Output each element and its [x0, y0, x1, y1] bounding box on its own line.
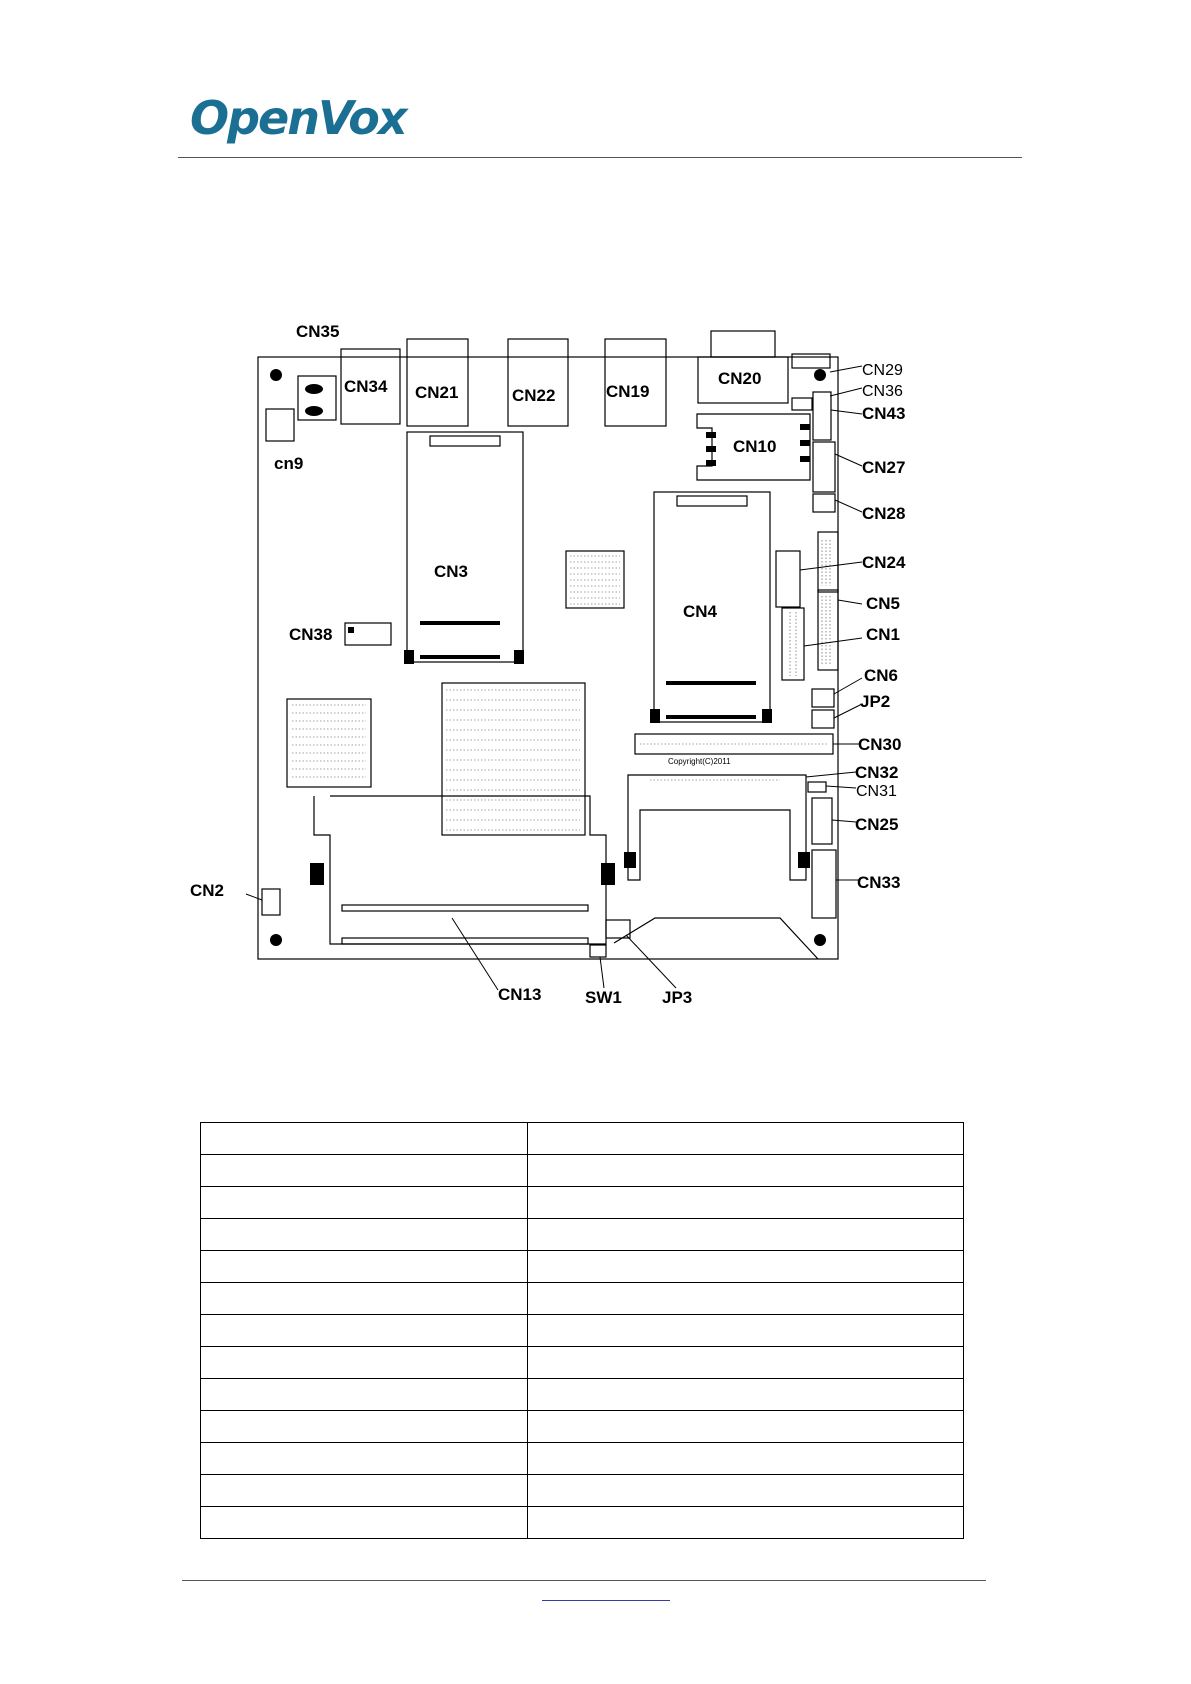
- label-cn1: CN1: [866, 625, 901, 644]
- jp2-jumper: [812, 710, 834, 728]
- cn2-connector: [262, 889, 280, 915]
- table-cell: [528, 1155, 964, 1187]
- board-cutout: [614, 918, 818, 959]
- table-cell: [201, 1507, 528, 1539]
- table-row: [201, 1283, 964, 1315]
- label-cn35: CN35: [296, 322, 340, 341]
- cn22-connector: [508, 339, 568, 426]
- table-cell: [201, 1187, 528, 1219]
- cn25-connector: [812, 798, 832, 844]
- label-cn29: CN29: [862, 362, 903, 379]
- table-cell: [201, 1379, 528, 1411]
- table-row: [201, 1251, 964, 1283]
- cn38-connector: [345, 623, 391, 645]
- label-cn27: CN27: [862, 458, 906, 477]
- table-cell: [528, 1283, 964, 1315]
- table-cell: [201, 1155, 528, 1187]
- table-cell: [528, 1187, 964, 1219]
- table-cell: [528, 1315, 964, 1347]
- table-row: [201, 1411, 964, 1443]
- chip-left: [287, 699, 371, 787]
- table-cell: [528, 1411, 964, 1443]
- table-row: [201, 1379, 964, 1411]
- table-row: [201, 1123, 964, 1155]
- footer-divider: [182, 1580, 986, 1581]
- table-cell: [528, 1219, 964, 1251]
- table-cell: [201, 1475, 528, 1507]
- cn6-connector: [812, 689, 834, 707]
- label-cn4: CN4: [683, 602, 718, 621]
- table-cell: [201, 1315, 528, 1347]
- table-cell: [201, 1123, 528, 1155]
- label-cn3: CN3: [434, 562, 469, 581]
- small-chip: [566, 551, 624, 608]
- label-cn21: CN21: [415, 383, 459, 402]
- table-cell: [528, 1507, 964, 1539]
- label-cn25: CN25: [855, 815, 899, 834]
- cn3-slot: [407, 432, 523, 662]
- label-cn10: CN10: [733, 437, 777, 456]
- table-cell: [201, 1251, 528, 1283]
- label-cn30: CN30: [858, 735, 902, 754]
- label-cn19: CN19: [606, 382, 650, 401]
- table-cell: [201, 1219, 528, 1251]
- cn20-top: [711, 331, 775, 357]
- sw1-switch: [590, 945, 606, 957]
- cn28-connector: [813, 494, 835, 512]
- label-cn9: cn9: [274, 454, 304, 473]
- cn33-connector: [812, 850, 836, 918]
- label-cn24: CN24: [862, 553, 906, 572]
- table-row: [201, 1187, 964, 1219]
- label-cn13: CN13: [498, 985, 542, 1004]
- table-row: [201, 1475, 964, 1507]
- table-cell: [528, 1347, 964, 1379]
- table-cell: [201, 1411, 528, 1443]
- table-cell: [528, 1123, 964, 1155]
- label-cn31: CN31: [856, 783, 897, 800]
- label-cn32: CN32: [855, 763, 899, 782]
- table-cell: [528, 1379, 964, 1411]
- table-cell: [528, 1443, 964, 1475]
- label-cn34: CN34: [344, 377, 388, 396]
- cn32-slot: [628, 775, 806, 880]
- cn24-connector: [818, 532, 838, 592]
- label-cn20: CN20: [718, 369, 762, 388]
- label-jp2: JP2: [860, 692, 891, 711]
- label-cn5: CN5: [866, 594, 901, 613]
- table-row: [201, 1219, 964, 1251]
- table-row: [201, 1443, 964, 1475]
- cn31-connector: [808, 782, 826, 792]
- cn43-connector: [813, 392, 831, 440]
- label-jp3: JP3: [662, 988, 693, 1007]
- label-sw1: SW1: [585, 988, 622, 1007]
- table-cell: [201, 1347, 528, 1379]
- table-cell: [201, 1283, 528, 1315]
- label-cn38: CN38: [289, 625, 333, 644]
- table-row: [201, 1347, 964, 1379]
- table-row: [201, 1507, 964, 1539]
- table-cell: [528, 1475, 964, 1507]
- cn1-connector: [782, 608, 804, 680]
- label-cn2: CN2: [190, 881, 225, 900]
- spec-table: [200, 1122, 964, 1539]
- label-cn36: CN36: [862, 383, 903, 400]
- label-cn22: CN22: [512, 386, 556, 405]
- table-cell: [201, 1443, 528, 1475]
- cn27-connector: [813, 442, 835, 492]
- label-cn33: CN33: [857, 873, 901, 892]
- cn5-connector: [818, 590, 838, 670]
- logo-text: OpenVox: [190, 91, 406, 145]
- label-cn6: CN6: [864, 666, 899, 685]
- label-cn28: CN28: [862, 504, 906, 523]
- table-cell: [528, 1251, 964, 1283]
- footer-link[interactable]: [542, 1584, 670, 1601]
- cn13-slot: [314, 796, 606, 944]
- label-copyright: Copyright(C)2011: [668, 757, 731, 766]
- table-row: [201, 1155, 964, 1187]
- table-row: [201, 1315, 964, 1347]
- chip-big: [442, 683, 585, 835]
- label-cn43: CN43: [862, 404, 906, 423]
